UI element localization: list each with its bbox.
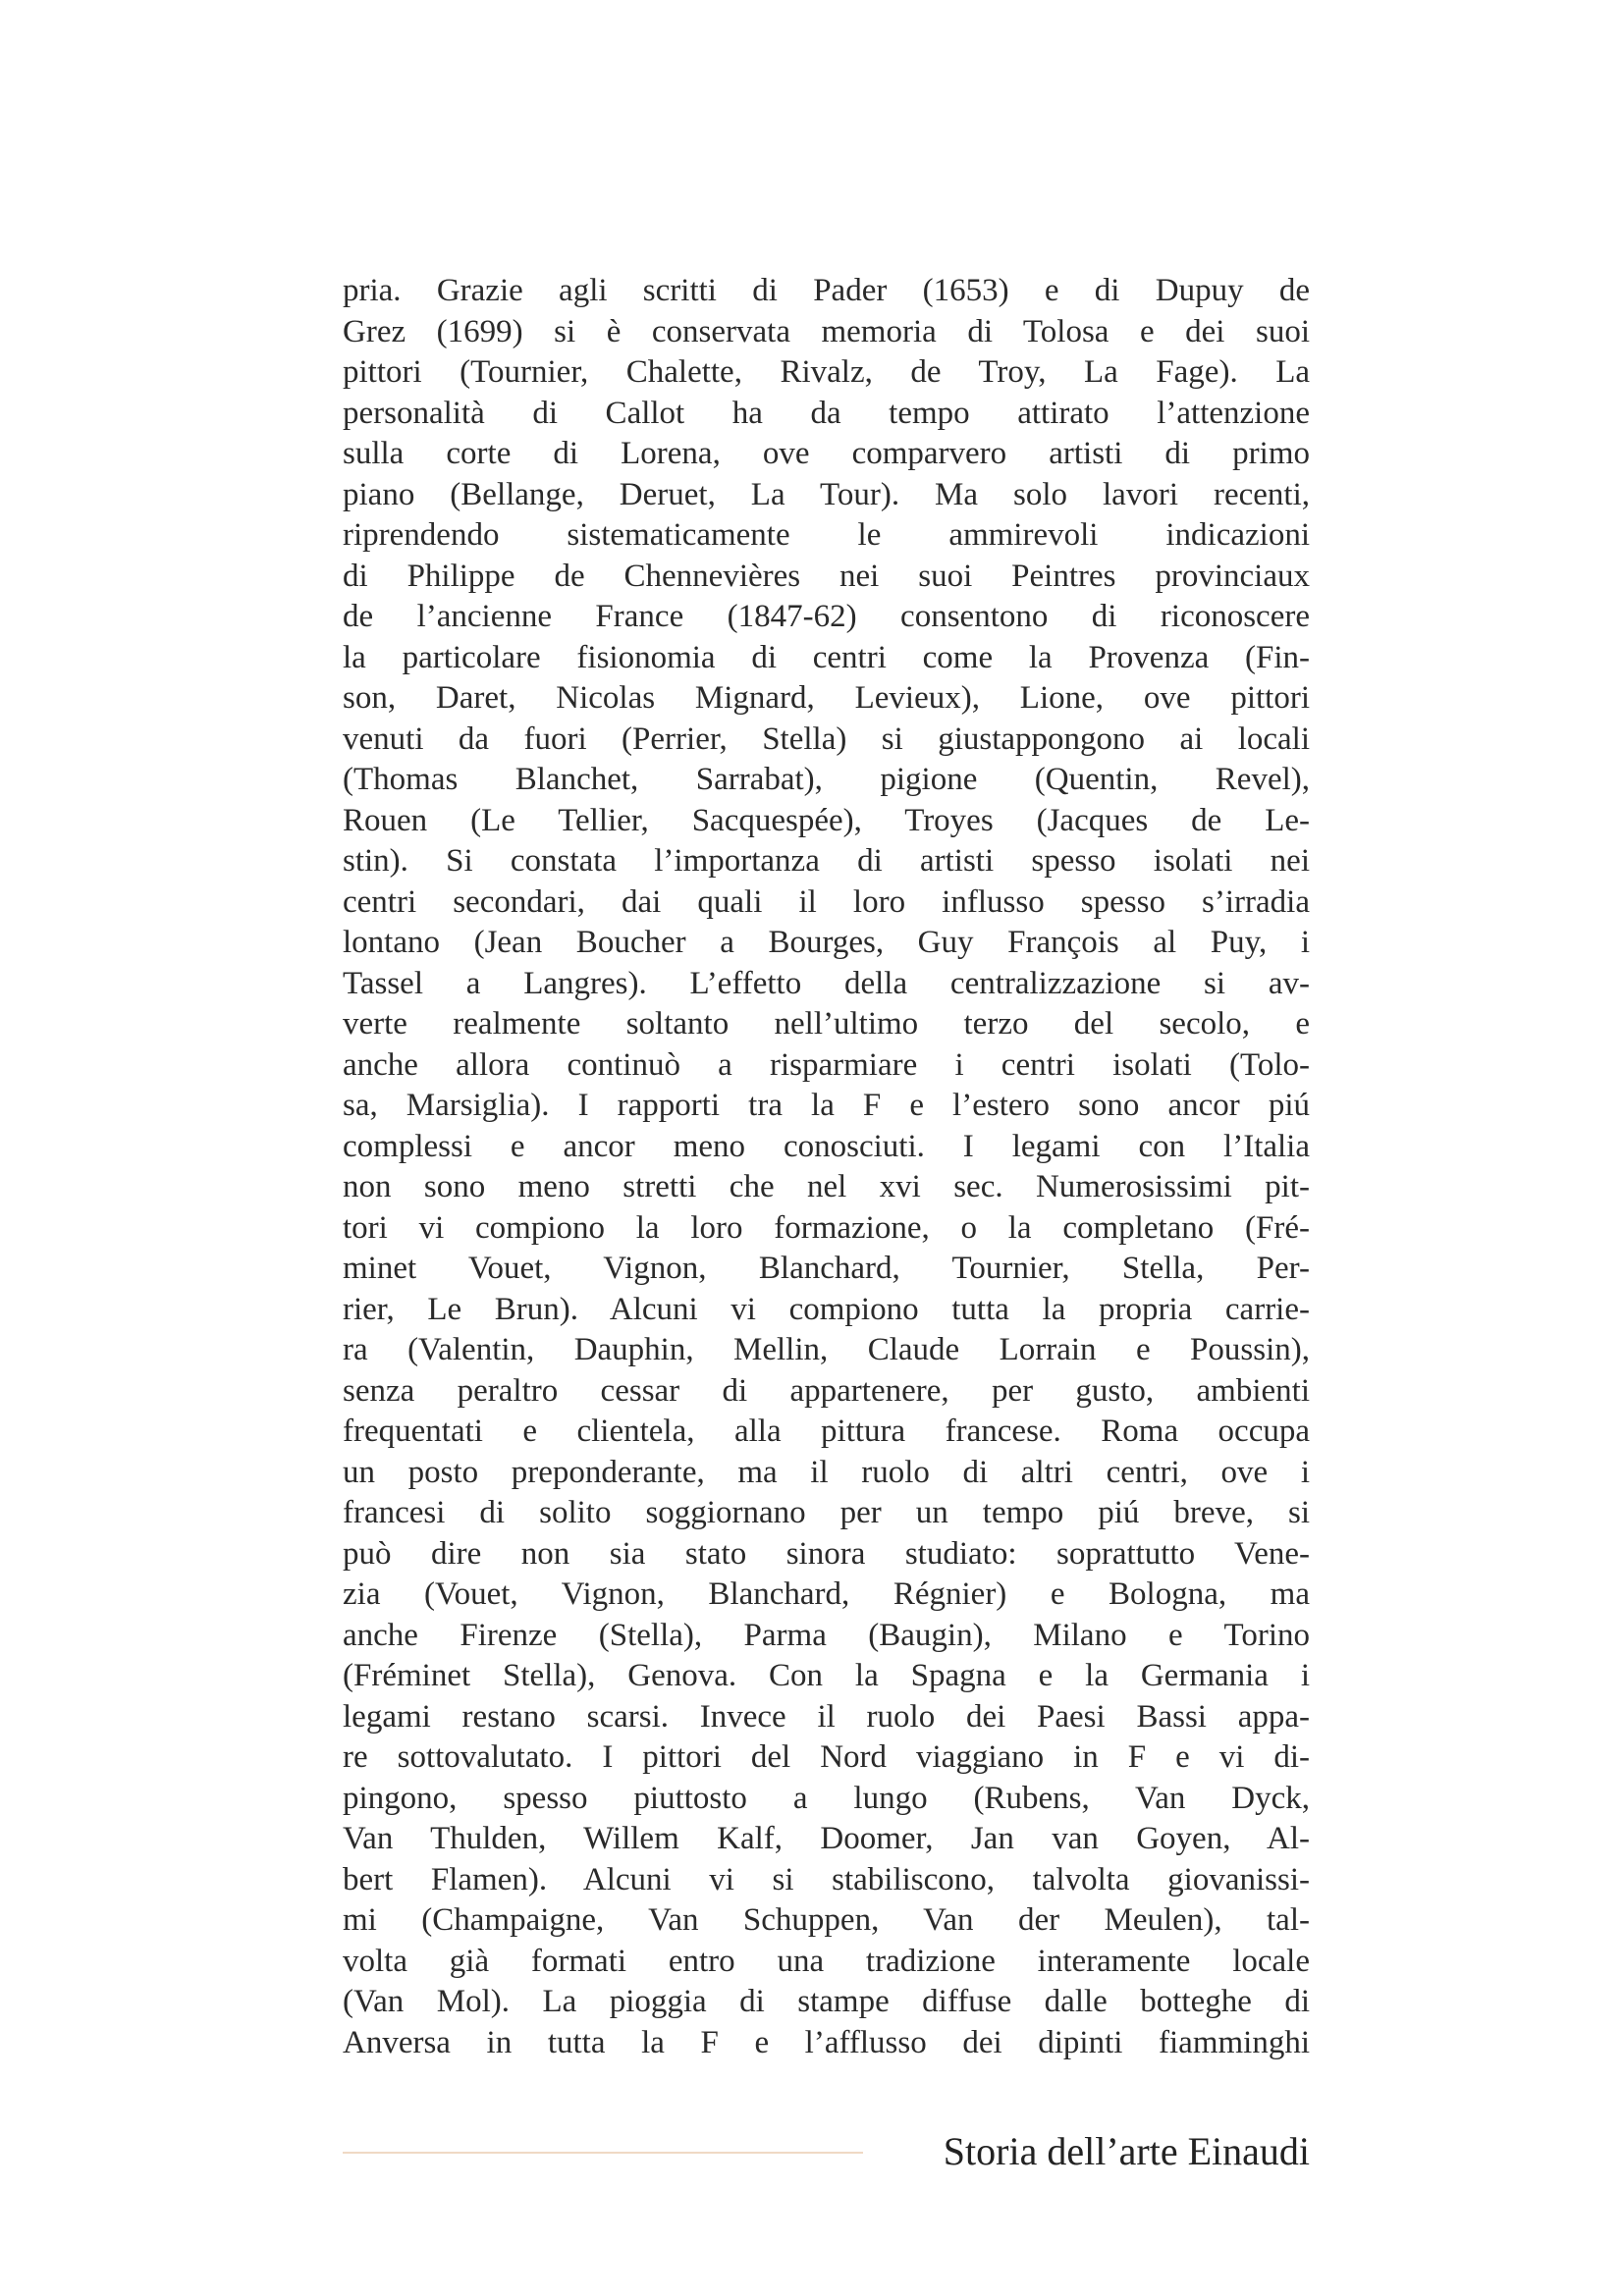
- text-line: può dire non sia stato sinora studiato: soprattutto Vene-: [343, 1535, 1310, 1572]
- text-line: (Thomas Blanchet, Sarrabat), pigione (Quentin, Revel),: [343, 762, 1310, 797]
- text-line: senza peraltro cessar di appartenere, per gusto, ambienti: [343, 1372, 1310, 1409]
- text-line: bert Flamen). Alcuni vi si stabiliscono, talvolta giovanissi-: [343, 1861, 1310, 1897]
- text-line: Anversa in tutta la F e l’afflusso dei dipinti fiamminghi: [343, 2024, 1310, 2060]
- text-line: non sono meno stretti che nel xvi sec. Numerosissimi pit-: [343, 1169, 1310, 1204]
- text-line: pingono, spesso piuttosto a lungo (Rubens, Van Dyck,: [343, 1780, 1310, 1816]
- text-line: sa, Marsiglia). I rapporti tra la F e l’estero sono ancor piú: [343, 1088, 1310, 1123]
- text-line: minet Vouet, Vignon, Blanchard, Tournier, Stella, Per-: [343, 1251, 1310, 1286]
- text-line: Tassel a Langres). L’effetto della centralizzazione si av-: [343, 965, 1310, 1001]
- text-line: pittori (Tournier, Chalette, Rivalz, de Troy, La Fage). La: [343, 354, 1310, 390]
- text-line: personalità di Callot ha da tempo attirato l’attenzione: [343, 395, 1310, 431]
- text-line: sulla corte di Lorena, ove comparvero artisti di primo: [343, 436, 1310, 471]
- text-line: riprendendo sistematicamente le ammirevoli indicazioni: [343, 517, 1310, 553]
- text-line: francesi di solito soggiornano per un tempo piú breve, si: [343, 1495, 1310, 1530]
- text-line: ra (Valentin, Dauphin, Mellin, Claude Lorrain e Poussin),: [343, 1332, 1310, 1367]
- text-line: de l’ancienne France (1847-62) consentono di riconoscere: [343, 599, 1310, 634]
- text-line: tori vi compiono la loro formazione, o la completano (Fré-: [343, 1209, 1310, 1246]
- text-line: (Van Mol). La pioggia di stampe diffuse dalle botteghe di: [343, 1984, 1310, 2019]
- text-line: pria. Grazie agli scritti di Pader (1653) e di Dupuy de: [343, 273, 1310, 308]
- footer-rule: [343, 2152, 863, 2154]
- text-line: un posto preponderante, ma il ruolo di altri centri, ove i: [343, 1454, 1310, 1490]
- text-line: centri secondari, dai quali il loro influsso spesso s’irradia: [343, 883, 1310, 920]
- text-line: lontano (Jean Boucher a Bourges, Guy François al Puy, i: [343, 925, 1310, 960]
- text-line: re sottovalutato. I pittori del Nord viaggiano in F e vi di-: [343, 1739, 1310, 1775]
- text-line: stin). Si constata l’importanza di artisti spesso isolati nei: [343, 843, 1310, 879]
- text-line: anche Firenze (Stella), Parma (Baugin), Milano e Torino: [343, 1617, 1310, 1653]
- text-line: la particolare fisionomia di centri come la Provenza (Fin-: [343, 639, 1310, 675]
- text-line: frequentati e clientela, alla pittura francese. Roma occupa: [343, 1414, 1310, 1449]
- text-line: piano (Bellange, Deruet, La Tour). Ma solo lavori recenti,: [343, 476, 1310, 512]
- text-line: di Philippe de Chennevières nei suoi Peintres provinciaux: [343, 558, 1310, 594]
- text-line: legami restano scarsi. Invece il ruolo dei Paesi Bassi appa-: [343, 1698, 1310, 1735]
- text-line: volta già formati entro una tradizione interamente locale: [343, 1943, 1310, 1979]
- text-line: (Fréminet Stella), Genova. Con la Spagna e la Germania i: [343, 1658, 1310, 1693]
- footer-title: Storia dell’arte Einaudi: [943, 2129, 1310, 2173]
- text-line: son, Daret, Nicolas Mignard, Levieux), Lione, ove pittori: [343, 680, 1310, 716]
- text-line: venuti da fuori (Perrier, Stella) si giustappongono ai locali: [343, 721, 1310, 757]
- text-line: rier, Le Brun). Alcuni vi compiono tutta la propria carrie-: [343, 1291, 1310, 1327]
- text-line: mi (Champaigne, Van Schuppen, Van der Meulen), tal-: [343, 1902, 1310, 1938]
- body-text: [343, 271, 1310, 2063]
- text-line: Van Thulden, Willem Kalf, Doomer, Jan van Goyen, Al-: [343, 1821, 1310, 1856]
- text-line: verte realmente soltanto nell’ultimo terzo del secolo, e: [343, 1006, 1310, 1041]
- text-line: anche allora continuò a risparmiare i centri isolati (Tolo-: [343, 1046, 1310, 1083]
- text-line: Rouen (Le Tellier, Sacquespée), Troyes (Jacques de Le-: [343, 802, 1310, 838]
- text-line: zia (Vouet, Vignon, Blanchard, Régnier) e Bologna, ma: [343, 1576, 1310, 1612]
- text-line: complessi e ancor meno conosciuti. I legami con l’Italia: [343, 1128, 1310, 1164]
- text-line: Grez (1699) si è conservata memoria di Tolosa e dei suoi: [343, 313, 1310, 349]
